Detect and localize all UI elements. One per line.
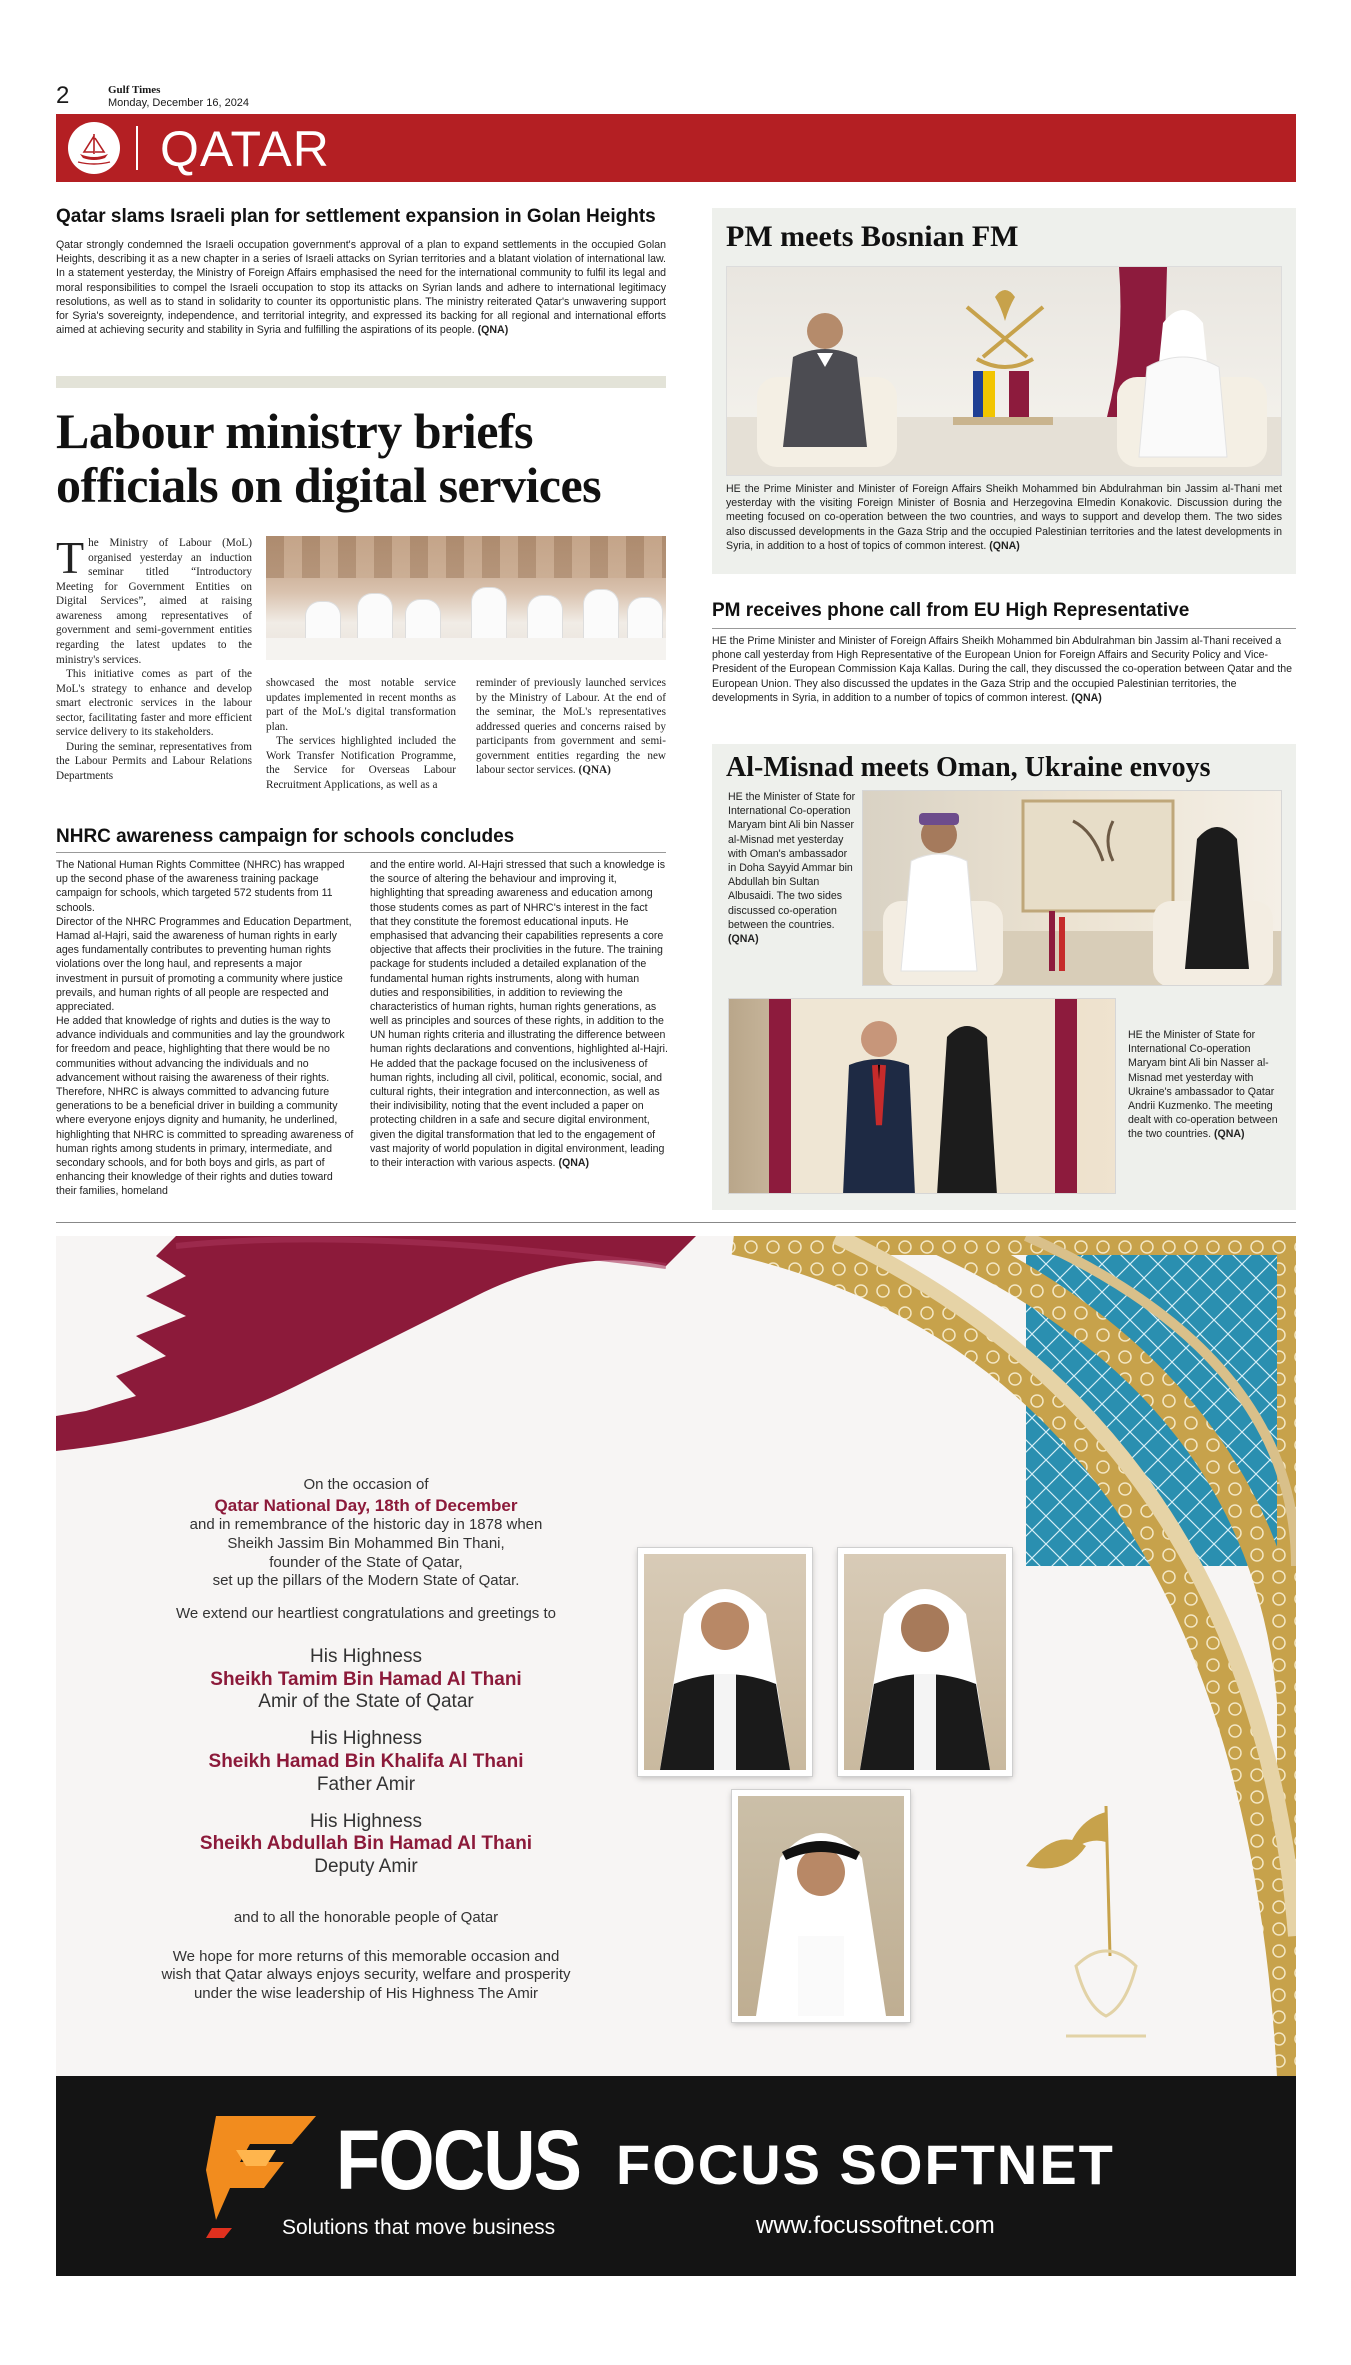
nhrc-credit: (QNA) [558, 1156, 590, 1169]
nhrc-headline: NHRC awareness campaign for schools concludes [56, 826, 515, 847]
portrait-father-amir [838, 1548, 1012, 1776]
focus-tagline: Solutions that move business [282, 2216, 556, 2239]
honoree-amir-name: Sheikh Tamim Bin Hamad Al Thani [210, 1668, 522, 1690]
misnad-caption1-text: HE the Minister of State for International Co-operation Maryam bint Ali bin Nasser al-Misnad met yesterday with Oman's ambassador in Doha Sayyid Ammar bin Abdullah bin Sultan Albusaidi. The two sides discussed co-operation between the countries. [728, 791, 856, 931]
golan-credit: (QNA) [477, 324, 509, 337]
focus-softnet-banner [56, 2076, 1296, 2276]
honoree-amir-title: His Highness [310, 1645, 422, 1667]
eu-headline: PM receives phone call from EU High Representative [712, 600, 1190, 621]
eu-body [712, 634, 1296, 705]
honoree-amir-role: Amir of the State of Qatar [258, 1691, 474, 1713]
focus-company-name: FOCUS SOFTNET [616, 2133, 1115, 2196]
pm-caption-text: HE the Prime Minister and Minister of Foreign Affairs Sheikh Mohammed bin Abdulrahman bin Jassim al-Thani met yesterday with the visiting Foreign Minister of Bosnia and Herzegovina Elmedin Konakovic. Discussion during the meeting focused on co-operation between the two countries, and ways to support and develop them. The two sides also discussed developments in the Gaza Strip and the occupied Palestinian territories and the latest developments in Syria, in addition to a host of topics of common interest. [726, 483, 1282, 552]
advert-national-day: Qatar National Day, 18th of December [214, 1495, 518, 1515]
portrait-amir [638, 1548, 812, 1776]
misnad-caption-oman [728, 790, 856, 946]
honoree-deputy-name: Sheikh Abdullah Bin Hamad Al Thani [199, 1833, 533, 1855]
pm-credit: (QNA) [989, 539, 1020, 552]
nhrc-col2-text: and the entire world. Al-Hajri stressed that such a knowledge is the source of altering the behaviour and improving it, highlighting that spreading awareness and education among those students comes as part of NHRC's interest in the fact that they constitute the foremost educational inputs. He emphasised that advancing their capabilities represents a core objective that affects their proclivities in the future. The training package for students included a detailed explanation of the fundamental human rights instruments, along with human duties and responsibilities, in addition to reviewing the characteristics of human rights, human rights generations, as well as principles and sources of these rights, in addition to the UN human rights criteria and illustrating the difference between human rights declarations and conventions, highlighted al-Hajri. He added that the package focused on the inclusiveness of human rights, including all civil, political, economic, social, and cultural rights, their integration and interconnection, as well as their indivisibility, noting that the event included a paper on protecting children in a safe and secure digital environment, given the digital transformation that led to the engagement of vast majority of world population in digital environment, leading to their interaction with various aspects. [370, 859, 668, 1169]
labour-column-3 [476, 676, 666, 778]
misnad-headline: Al-Misnad meets Oman, Ukraine envoys [726, 752, 1211, 783]
honoree-father-name: Sheikh Hamad Bin Khalifa Al Thani [208, 1750, 524, 1772]
national-day-emblem-icon [1006, 1786, 1156, 2046]
focus-wordmark: FOCUS [336, 2113, 581, 2207]
advert-occasion: On the occasion of [303, 1476, 429, 1493]
pm-meeting-photo [726, 266, 1282, 476]
advert-message [106, 1476, 626, 2004]
qatar-flag-ribbon-icon [56, 1236, 696, 1466]
advert-remembrance-3: founder of the State of Qatar, [269, 1553, 463, 1571]
advert-closing-1: We hope for more returns of this memorable occasion and [172, 1947, 560, 1965]
labour-credit: (QNA) [578, 764, 611, 777]
labour-column-2 [266, 676, 456, 793]
labour-headline: Labour ministry briefs officials on digital services [56, 403, 602, 513]
nhrc-column-2 [370, 858, 668, 1170]
portrait-deputy-amir [732, 1790, 910, 2022]
advert-remembrance-1: and in remembrance of the historic day in 1878 when [189, 1516, 543, 1533]
honoree-father-title: His Highness [310, 1728, 422, 1750]
eu-text: HE the Prime Minister and Minister of Foreign Affairs Sheikh Mohammed bin Abdulrahman bin Jassim al-Thani received a phone call yesterday from High Representative of the European Union for Foreign Affairs and Security Policy and Vice-President of the European Commission Kaja Kallas. During the call, they discussed the co-operation between Qatar and the European Union. They also discussed the updates in the Gaza Strip and the occupied Palestinian territories, the developments in Syria, in addition to a number of topics of common interest. [712, 635, 1293, 704]
advert-remembrance-4: set up the pillars of the Modern State of Qatar. [212, 1572, 520, 1590]
misnad-caption-ukraine [1128, 1028, 1282, 1142]
eu-credit: (QNA) [1071, 691, 1102, 704]
page-number: 2 [56, 82, 70, 109]
labour-col1-p3: During the seminar, representatives from the Labour Permits and Labour Relations Departments [56, 740, 252, 782]
paper-name: Gulf Times [108, 84, 161, 96]
advert-closing-3: under the wise leadership of His Highness The Amir [193, 1985, 539, 2003]
labour-col1-p1: he Ministry of Labour (MoL) organised yesterday an induction seminar titled “Introductory Meeting for Government Entities on Digital Services”, aimed at raising awareness among representatives of government and semi-government entities regarding the latest updates to the ministry's services. [56, 537, 252, 666]
golan-body [56, 238, 666, 337]
misnad-ukraine-photo [728, 998, 1116, 1194]
advert-remembrance-2: Sheikh Jassim Bin Mohammed Bin Thani, [227, 1534, 505, 1552]
honoree-father-role: Father Amir [316, 1773, 416, 1795]
misnad-oman-photo [862, 790, 1282, 986]
national-day-advert [56, 1236, 1296, 2076]
honoree-deputy-title: His Highness [310, 1810, 422, 1832]
pm-headline: PM meets Bosnian FM [726, 220, 1019, 253]
eu-rule [712, 628, 1296, 629]
golan-text: Qatar strongly condemned the Israeli occupation government's approval of a plan to expand settlements in the occupied Golan Heights, describing it as a new chapter in a series of Israeli attacks on Syrian territories and a blatant violation of international law. In a statement yesterday, the Ministry of Foreign Affairs emphasised the need for the international community to fulfil its legal and moral responsibilities to compel the Israeli occupation to stop its attacks on Syrian lands and adhere to international legitimacy resolutions, as well as to stand in solidarity to counter its opportunistic plans. The ministry reiterated Qatar's unwavering support for Syria's sovereignty, independence, and territorial integrity, and expressed its backing for all regional and international efforts aimed at achieving security and stability in Syria and fulfilling the aspirations of its people. [56, 239, 666, 337]
honoree-deputy-role: Deputy Amir [314, 1856, 418, 1878]
section-banner [56, 114, 1296, 182]
honoree-deputy-amir [106, 1811, 626, 1879]
nhrc-rule [56, 852, 666, 853]
labour-col2-p2: The services highlighted included the Work Transfer Notification Programme, the Service for Overseas Labour Recruitment Applications, as well as a [266, 735, 456, 791]
focus-website: www.focussoftnet.com [756, 2212, 995, 2239]
honoree-amir [106, 1646, 626, 1714]
advert-top-rule [56, 1222, 1296, 1223]
misnad-credit-1: (QNA) [728, 932, 759, 945]
issue-date: Monday, December 16, 2024 [108, 97, 250, 109]
banner-separator [136, 126, 138, 170]
advert-greeting: We extend our heartliest congratulations and greetings to [176, 1605, 556, 1622]
nhrc-column-1: The National Human Rights Committee (NHRC) has wrapped up the second phase of the awareness training package campaign for schools, which targeted 572 students from 11 schools. Director of the NHRC Programmes and Education Department, Hamad al-Hajri, said the awareness of human rights in early ages fundamentally contributes to preventing human rights violations over the long haul, and represents a major investment in pursuit of promoting a community where justice prevails, and human rights of all people are respected and appreciated. He added that knowledge of rights and duties is the way to advance individuals and communities and lay the groundwork for freedom and peace, highlighting that there would be no communities without advancing the individuals and no advancement without raising the awareness of their rights. Therefore, NHRC is always committed to advancing future generations to be a beneficial driver in building a community where everyone enjoys dignity and humanity, he underlined, highlighting that NHRC is committed to spreading awareness of human rights among students in primary, intermediate, and secondary schools, and for both boys and girls, as part of enhancing their knowledge of their rights and duties toward their families, homeland [56, 859, 354, 1198]
section-divider [56, 376, 666, 388]
section-title: QATAR [160, 121, 330, 177]
advert-closing-2: wish that Qatar always enjoys security, welfare and prosperity [161, 1966, 571, 1984]
golan-headline: Qatar slams Israeli plan for settlement expansion in Golan Heights [56, 206, 656, 227]
labour-dropcap: T [56, 532, 85, 583]
misnad-credit-2: (QNA) [1213, 1128, 1245, 1141]
labour-col2-p1: showcased the most notable service updates implemented in recent months as part of the MoL's digital transformation plan. [266, 677, 456, 733]
labour-seminar-photo [266, 536, 666, 660]
labour-column-1 [56, 532, 252, 784]
pm-caption [726, 482, 1282, 553]
advert-people: and to all the honorable people of Qatar [233, 1908, 499, 1926]
labour-col1-p2: This initiative comes as part of the MoL's strategy to enhance and develop smart electronic services in the labour sector, facilitating faster and more efficient service delivery to its stakeholders. [56, 668, 252, 739]
misnad-caption2-text: HE the Minister of State for International Co-operation Maryam bint Ali bin Nasser al-Misnad met yesterday with Ukraine's ambassador to Qatar Andrii Kuzmenko. The meeting dealt with co-operation between the two countries. [1128, 1029, 1278, 1141]
labour-col3-text: reminder of previously launched services by the Ministry of Labour. At the end of the seminar, the MoL's representatives addressed queries and concerns raised by participants from government and semi-government entities regarding the new labour sector services. [476, 677, 666, 777]
dhow-logo-icon [68, 122, 120, 174]
honoree-father-amir [106, 1728, 626, 1796]
